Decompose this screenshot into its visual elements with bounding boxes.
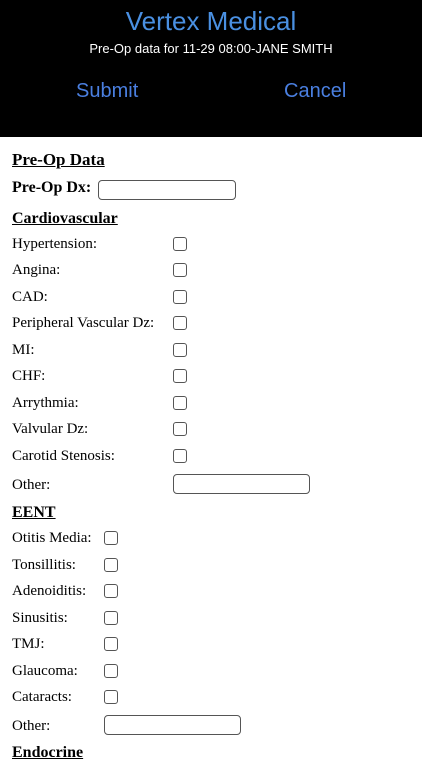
pre-op-dx-input[interactable]	[98, 180, 236, 200]
pre-op-dx-label: Pre-Op Dx:	[12, 179, 92, 196]
sinusitis-checkbox[interactable]	[104, 611, 118, 625]
chf-checkbox[interactable]	[173, 369, 187, 383]
page-title: Pre-Op Data	[12, 150, 105, 169]
eent-heading: EENT	[12, 504, 56, 521]
glaucoma-checkbox[interactable]	[104, 664, 118, 678]
otitis-media-label: Otitis Media:	[12, 530, 92, 546]
hypertension-label: Hypertension:	[12, 236, 97, 252]
eent-other-input[interactable]	[104, 715, 241, 735]
arrythmia-label: Arrythmia:	[12, 395, 79, 411]
cataracts-checkbox[interactable]	[104, 690, 118, 704]
cardiovascular-heading: Cardiovascular	[12, 210, 118, 227]
eent-other-label: Other:	[12, 718, 51, 734]
tmj-checkbox[interactable]	[104, 637, 118, 651]
tonsillitis-label: Tonsillitis:	[12, 557, 76, 573]
chf-label: CHF:	[12, 368, 46, 384]
cad-checkbox[interactable]	[173, 290, 187, 304]
sinusitis-label: Sinusitis:	[12, 610, 68, 626]
carotid-stenosis-label: Carotid Stenosis:	[12, 448, 115, 464]
cataracts-label: Cataracts:	[12, 689, 72, 705]
mi-checkbox[interactable]	[173, 343, 187, 357]
arrythmia-checkbox[interactable]	[173, 396, 187, 410]
peripheral-vascular-dz-label: Peripheral Vascular Dz:	[12, 315, 155, 331]
carotid-stenosis-checkbox[interactable]	[173, 449, 187, 463]
cancel-button[interactable]: Cancel	[284, 80, 347, 102]
mi-label: MI:	[12, 342, 35, 358]
angina-label: Angina:	[12, 262, 61, 278]
glaucoma-label: Glaucoma:	[12, 663, 78, 679]
otitis-media-checkbox[interactable]	[104, 531, 118, 545]
submit-button[interactable]: Submit	[76, 80, 139, 102]
cardio-other-input[interactable]	[173, 474, 310, 494]
app-header	[0, 0, 422, 137]
case-subtitle: Pre-Op data for 11-29 08:00-JANE SMITH	[89, 41, 333, 56]
peripheral-vascular-dz-checkbox[interactable]	[173, 316, 187, 330]
angina-checkbox[interactable]	[173, 263, 187, 277]
endocrine-heading: Endocrine	[12, 744, 84, 761]
cad-label: CAD:	[12, 289, 48, 305]
adenoiditis-label: Adenoiditis:	[12, 583, 87, 599]
cardio-other-label: Other:	[12, 477, 51, 493]
valvular-dz-checkbox[interactable]	[173, 422, 187, 436]
tonsillitis-checkbox[interactable]	[104, 558, 118, 572]
valvular-dz-label: Valvular Dz:	[12, 421, 89, 437]
hypertension-checkbox[interactable]	[173, 237, 187, 251]
adenoiditis-checkbox[interactable]	[104, 584, 118, 598]
app-title: Vertex Medical	[125, 6, 297, 36]
tmj-label: TMJ:	[12, 636, 45, 652]
